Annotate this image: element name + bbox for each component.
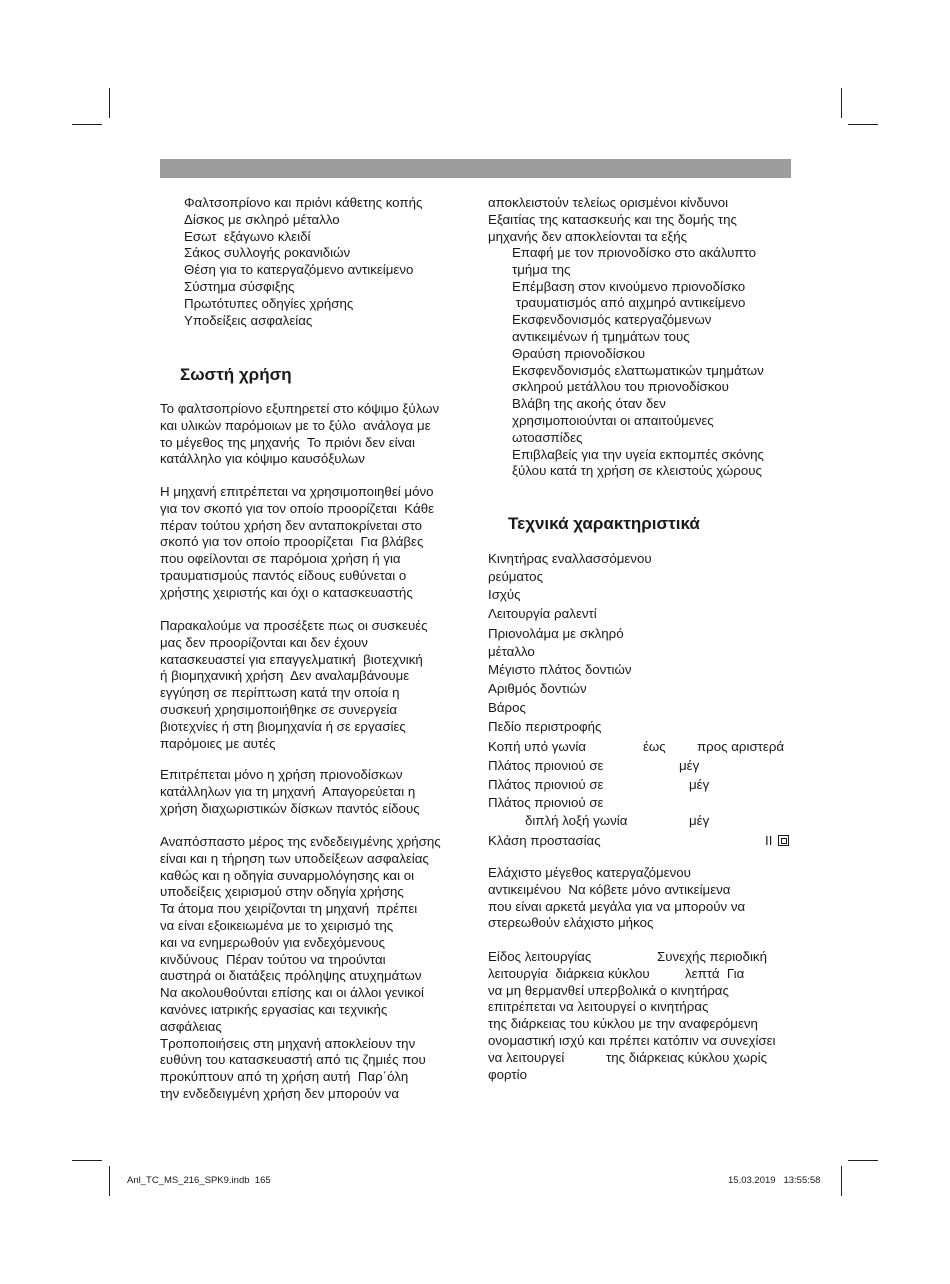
list-item: τμήμα της bbox=[512, 261, 571, 277]
residual-risks-intro bbox=[488, 195, 798, 245]
text-line: αντικειμένου Να κόβετε μόνο αντικείμενα bbox=[488, 881, 731, 897]
text-line: και να ενημερωθούν για ενδεχόμενους bbox=[160, 934, 385, 950]
paragraph-safety bbox=[160, 834, 470, 1103]
text-line: εγγύηση σε περίπτωση κατά την οποία η bbox=[160, 685, 400, 701]
text-line: Τροποποιήσεις στη μηχανή αποκλείουν την bbox=[160, 1035, 416, 1051]
list-item: αντικειμένων ή τμημάτων τους bbox=[512, 328, 690, 344]
spec-row bbox=[488, 585, 798, 604]
spec-label: Κινητήρας εναλλασσόμενου bbox=[488, 551, 652, 566]
spec-row bbox=[488, 794, 798, 811]
text-line bbox=[488, 949, 808, 966]
list-item: Βλάβη της ακοής όταν δεν bbox=[512, 396, 666, 412]
text-line: κανόνες ιατρικής εργασίας και τεχνικής bbox=[160, 1001, 388, 1017]
text-segment: λειτουργία διάρκεια κύκλου bbox=[488, 965, 650, 981]
text-line: Να ακολουθούνται επίσης και οι άλλοι γενικοί bbox=[160, 985, 424, 1001]
text-line: πέραν τούτου χρήση δεν ανταποκρίνεται στο bbox=[160, 517, 423, 533]
spec-label: Πλάτος πριονιού σε bbox=[488, 757, 604, 773]
crop-mark bbox=[109, 1166, 110, 1196]
text-line: που οφείλονται σε παρόμοια χρήση ή για bbox=[160, 551, 401, 567]
spec-row bbox=[488, 643, 798, 660]
spec-row bbox=[488, 717, 798, 736]
spec-label: Πλάτος πριονιού σε bbox=[488, 776, 604, 792]
spec-label: Πλάτος πριονιού σε bbox=[488, 795, 604, 811]
text-line: στερεωθούν ελάχιστο μήκος bbox=[488, 915, 654, 931]
spec-label: Λειτουργία ραλεντί bbox=[488, 606, 597, 622]
spec-table bbox=[488, 549, 798, 850]
crop-mark bbox=[841, 88, 842, 118]
spec-label: Ισχύς bbox=[488, 587, 521, 603]
text-line: Η μηχανή επιτρέπεται να χρησιμοποιηθεί μόνο bbox=[160, 484, 434, 499]
crop-mark bbox=[109, 88, 110, 118]
spec-value: έως bbox=[643, 738, 666, 754]
spec-value: προς αριστερά bbox=[697, 738, 785, 754]
crop-mark bbox=[841, 1166, 842, 1196]
list-item: Εκσφενδονισμός κατεργαζόμενων bbox=[512, 312, 712, 328]
list-item: Δίσκος με σκληρό μέταλλο bbox=[184, 211, 340, 227]
crop-mark bbox=[72, 1160, 102, 1161]
spec-value: μέγ bbox=[679, 757, 700, 773]
text-segment: επιτρέπεται να λειτουργεί ο κινητήρας bbox=[488, 999, 709, 1015]
text-line: Παρακαλούμε να προσέξετε πως οι συσκευές bbox=[160, 618, 428, 633]
list-item: Θραύση πριονοδίσκου bbox=[512, 345, 646, 361]
crop-mark bbox=[848, 124, 878, 125]
text-segment: ονομαστική ισχύ και πρέπει κατόπιν να συνεχίσει bbox=[488, 1032, 776, 1048]
contents-list bbox=[160, 195, 465, 329]
list-item: Υποδείξεις ασφαλείας bbox=[184, 312, 313, 328]
text-line bbox=[488, 1033, 808, 1050]
text-line: και υλικών παρόμοιων με το ξύλο ανάλογα με bbox=[160, 417, 431, 433]
text-line: Τα άτομα που χειρίζονται τη μηχανή πρέπει bbox=[160, 901, 418, 917]
text-line: ή βιομηχανική χρήση Δεν αναλαμβάνουμε bbox=[160, 668, 410, 684]
text-line: τραυματισμούς παντός είδους ευθύνεται ο bbox=[160, 567, 407, 583]
list-item: ξύλου κατά τη χρήση σε κλειστούς χώρους bbox=[512, 463, 762, 479]
list-item: Επαφή με τον πριονοδίσκο στο ακάλυπτο bbox=[512, 245, 757, 260]
spec-row bbox=[488, 679, 798, 698]
text-line: Εξαιτίας της κατασκευής και της δομής της bbox=[488, 211, 737, 227]
text-line: που είναι αρκετά μεγάλα για να μπορούν να bbox=[488, 898, 746, 914]
text-line: σκοπό για τον οποίο προορίζεται Για βλάβες bbox=[160, 534, 424, 550]
residual-risks-list bbox=[512, 245, 802, 480]
spec-label: Κοπή υπό γωνία bbox=[488, 738, 587, 754]
list-item: Εκσφενδονισμός ελαττωματικών τμημάτων bbox=[512, 362, 764, 378]
spec-label: ρεύματος bbox=[488, 569, 543, 585]
spec-row bbox=[488, 660, 798, 679]
footer-timestamp: 15.03.2019 13:55:58 bbox=[728, 1175, 821, 1186]
text-segment: να μη θερμανθεί υπερβολικά ο κινητήρας bbox=[488, 982, 729, 998]
text-line: την ενδεδειγμένη χρήση δεν μπορούν να bbox=[160, 1085, 400, 1101]
spec-row bbox=[488, 775, 798, 794]
paragraph-operation-mode bbox=[488, 949, 808, 1083]
text-line: αυστηρά οι διατάξεις πρόληψης ατυχημάτων bbox=[160, 968, 422, 984]
paragraph-min-size bbox=[488, 865, 798, 932]
text-line: κατασκευαστεί για επαγγελματική βιοτεχνική bbox=[160, 651, 423, 667]
list-item: Θέση για το κατεργαζόμενο αντικείμενο bbox=[184, 262, 414, 278]
spec-row bbox=[488, 604, 798, 623]
text-segment: της διάρκειας κύκλου χωρίς bbox=[606, 1049, 767, 1065]
text-segment: Είδος λειτουργίας bbox=[488, 949, 592, 964]
spec-label: Μέγιστο πλάτος δοντιών bbox=[488, 661, 632, 677]
section-heading-technical-data: Τεχνικά χαρακτηριστικά bbox=[508, 514, 700, 533]
paragraph-not-professional bbox=[160, 618, 470, 752]
text-segment: να λειτουργεί bbox=[488, 1049, 565, 1065]
text-line: ασφάλειας bbox=[160, 1018, 222, 1034]
section-heading-proper-use: Σωστή χρήση bbox=[180, 365, 292, 384]
text-line bbox=[488, 966, 808, 983]
text-line: χρήστης χειριστής και όχι ο κατασκευαστής bbox=[160, 584, 413, 600]
spec-row bbox=[488, 737, 798, 756]
crop-mark bbox=[72, 124, 102, 125]
list-item: Εσωτ εξάγωνο κλειδί bbox=[184, 228, 311, 244]
paragraph-purpose bbox=[160, 484, 470, 602]
text-line: χρήση διαχωριστικών δίσκων παντός είδους bbox=[160, 800, 420, 816]
list-item: Επιβλαβείς για την υγεία εκπομπές σκόνης bbox=[512, 446, 764, 462]
paragraph-intended-use bbox=[160, 401, 470, 468]
spec-row bbox=[488, 811, 798, 831]
text-segment: της διάρκειας του κύκλου με την αναφερόμενη bbox=[488, 1016, 758, 1032]
text-line: είναι και η τήρηση των υποδείξεων ασφαλείας bbox=[160, 850, 429, 866]
header-bar bbox=[160, 159, 791, 178]
text-line bbox=[488, 1067, 808, 1084]
text-line: Το φαλτσοπρίονο εξυπηρετεί στο κόψιμο ξύλων bbox=[160, 401, 440, 416]
text-line: υποδείξεις χειρισμού στην οδηγία χρήσης bbox=[160, 884, 404, 900]
spec-label: Κλάση προστασίας bbox=[488, 833, 601, 849]
text-line: παρόμοιες με αυτές bbox=[160, 735, 276, 751]
spec-label: διπλή λοξή γωνία bbox=[488, 813, 628, 829]
text-line: ευθύνη του κατασκευαστή από τις ζημιές που bbox=[160, 1052, 426, 1068]
text-line: το μέγεθος της μηχανής Το πριόνι δεν είναι bbox=[160, 434, 415, 450]
text-line: καθώς και η οδηγία συναρμολόγησης και οι bbox=[160, 867, 415, 883]
text-line bbox=[488, 1016, 808, 1033]
footer-filename: Anl_TC_MS_216_SPK9.indb 165 bbox=[127, 1175, 271, 1186]
list-item: Σάκος συλλογής ροκανιδιών bbox=[184, 245, 351, 261]
text-segment: Συνεχής περιοδική bbox=[657, 949, 767, 964]
list-item: χρησιμοποιούνται οι απαιτούμενες bbox=[512, 412, 714, 428]
list-item: Φαλτσοπρίονο και πριόνι κάθετης κοπής bbox=[184, 195, 423, 210]
text-line: μας δεν προορίζονται και δεν έχουν bbox=[160, 634, 368, 650]
spec-value: μέγ bbox=[689, 776, 710, 792]
spec-row bbox=[488, 624, 798, 643]
text-line: προκύπτουν από τη χρήση αυτή Παρ΄όλη bbox=[160, 1069, 409, 1085]
text-line bbox=[488, 983, 808, 1000]
spec-label: μέταλλο bbox=[488, 643, 535, 659]
text-line: για τον σκοπό για τον οποίο προορίζεται Κάθε bbox=[160, 500, 435, 516]
list-item: ωτοασπίδες bbox=[512, 429, 583, 445]
spec-row bbox=[488, 831, 798, 850]
spec-row bbox=[488, 549, 798, 568]
list-item: Πρωτότυπες οδηγίες χρήσης bbox=[184, 295, 354, 311]
text-segment: φορτίο bbox=[488, 1066, 527, 1082]
spec-label: Αριθμός δοντιών bbox=[488, 680, 587, 696]
text-line: να είναι εξοικειωμένα με το χειρισμό της bbox=[160, 917, 394, 933]
list-item: Επέμβαση στον κινούμενο πριονοδίσκο bbox=[512, 278, 746, 294]
text-line: Αναπόσπαστο μέρος της ενδεδειγμένης χρήσης bbox=[160, 834, 441, 849]
text-line: Ελάχιστο μέγεθος κατεργαζόμενου bbox=[488, 865, 691, 880]
spec-label: Πριονολάμα με σκληρό bbox=[488, 625, 624, 641]
spec-label: Πεδίο περιστροφής bbox=[488, 719, 602, 735]
text-line: Επιτρέπεται μόνο η χρήση πριονοδίσκων bbox=[160, 767, 403, 782]
text-line: αποκλειστούν τελείως ορισμένοι κίνδυνοι bbox=[488, 195, 729, 210]
text-line bbox=[488, 999, 808, 1016]
text-line: κινδύνους Πέραν τούτου να τηρούνται bbox=[160, 951, 386, 967]
list-item: τραυματισμός από αιχμηρό αντικείμενο bbox=[512, 295, 746, 311]
text-line: συσκευή χρησιμοποιήθηκε σε συνεργεία bbox=[160, 701, 398, 717]
left-column bbox=[160, 195, 465, 329]
list-item: Σύστημα σύσφιξης bbox=[184, 278, 295, 294]
text-line: κατάλληλο για κόψιμο καυσόξυλων bbox=[160, 451, 365, 467]
list-item: σκληρού μετάλλου του πριονοδίσκου bbox=[512, 379, 729, 395]
spec-row bbox=[488, 568, 798, 585]
text-segment: λεπτά Για bbox=[685, 965, 745, 981]
paragraph-saw-blades bbox=[160, 767, 470, 817]
spec-row bbox=[488, 698, 798, 717]
text-line bbox=[488, 1050, 808, 1067]
text-line: βιοτεχνίες ή στη βιομηχανία ή σε εργασίες bbox=[160, 718, 406, 734]
text-line: μηχανής δεν αποκλείονται τα εξής bbox=[488, 228, 688, 244]
text-line: κατάλληλων για τη μηχανή Απαγορεύεται η bbox=[160, 783, 416, 799]
protection-class-icon bbox=[778, 835, 789, 846]
spec-value: μέγ bbox=[689, 813, 710, 829]
spec-row bbox=[488, 756, 798, 775]
spec-value: II bbox=[765, 833, 773, 849]
spec-label: Βάρος bbox=[488, 700, 526, 716]
crop-mark bbox=[848, 1160, 878, 1161]
